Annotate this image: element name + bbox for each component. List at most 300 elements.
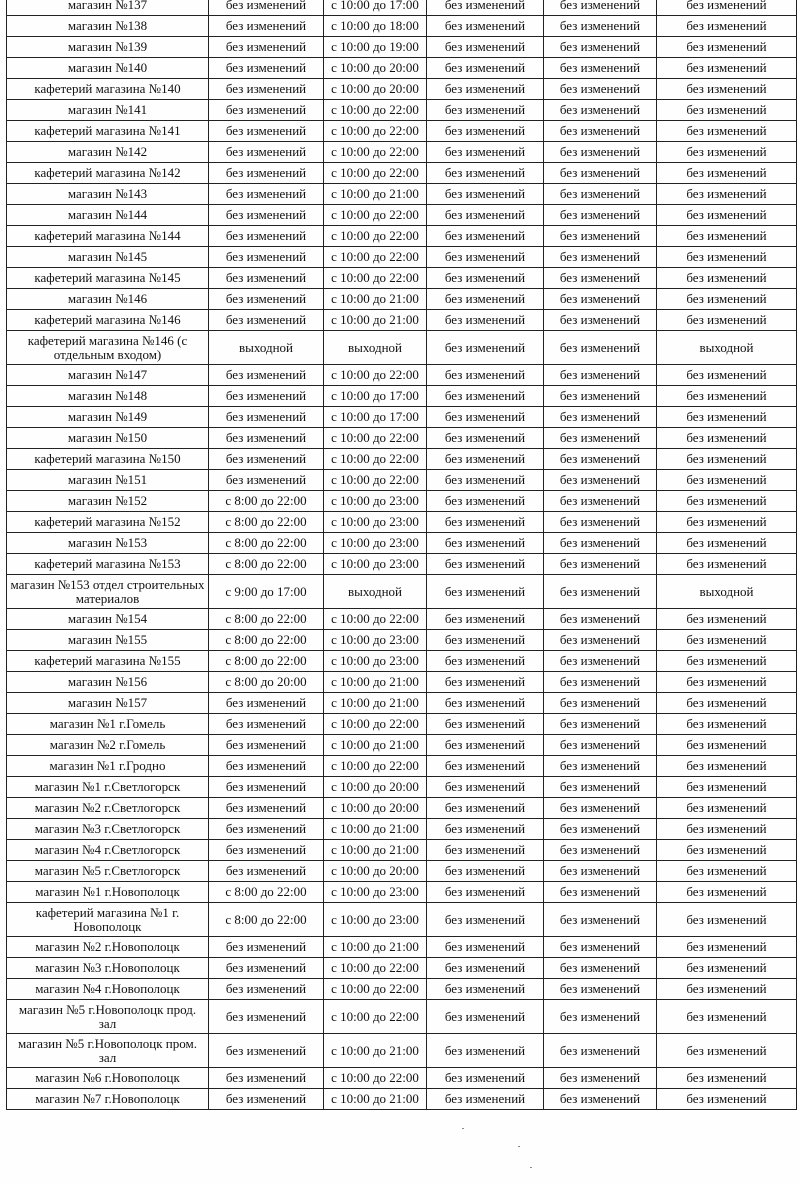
store-name-cell: магазин №144 xyxy=(7,205,209,226)
hours-cell: без изменений xyxy=(544,756,657,777)
hours-cell: без изменений xyxy=(657,470,797,491)
hours-cell: без изменений xyxy=(209,365,324,386)
hours-cell: без изменений xyxy=(427,882,544,903)
hours-cell: без изменений xyxy=(427,714,544,735)
store-name-cell: кафетерий магазина №153 xyxy=(7,554,209,575)
table-row xyxy=(7,554,797,575)
hours-cell: без изменений xyxy=(427,840,544,861)
hours-cell: с 10:00 до 22:00 xyxy=(324,979,427,1000)
hours-cell: без изменений xyxy=(209,184,324,205)
hours-cell: без изменений xyxy=(427,163,544,184)
hours-cell: без изменений xyxy=(427,609,544,630)
store-name-cell: магазин №151 xyxy=(7,470,209,491)
hours-cell: с 8:00 до 22:00 xyxy=(209,630,324,651)
hours-cell: без изменений xyxy=(427,672,544,693)
hours-cell: без изменений xyxy=(544,672,657,693)
hours-cell: без изменений xyxy=(657,142,797,163)
hours-cell: с 10:00 до 20:00 xyxy=(324,861,427,882)
hours-cell: с 10:00 до 22:00 xyxy=(324,226,427,247)
hours-cell: без изменений xyxy=(427,310,544,331)
store-name-cell: магазин №141 xyxy=(7,100,209,121)
hours-cell: без изменений xyxy=(544,58,657,79)
table-row xyxy=(7,79,797,100)
table-row xyxy=(7,1089,797,1110)
hours-cell: без изменений xyxy=(209,0,324,16)
store-name-cell: магазин №149 xyxy=(7,407,209,428)
hours-cell: без изменений xyxy=(427,1068,544,1089)
hours-cell: с 10:00 до 21:00 xyxy=(324,937,427,958)
store-name-cell: магазин №148 xyxy=(7,386,209,407)
hours-cell: выходной xyxy=(657,575,797,609)
hours-cell: без изменений xyxy=(657,672,797,693)
table-row xyxy=(7,16,797,37)
store-name-cell: магазин №2 г.Гомель xyxy=(7,735,209,756)
store-name-cell: магазин №139 xyxy=(7,37,209,58)
store-name-cell: магазин №4 г.Новополоцк xyxy=(7,979,209,1000)
table-row xyxy=(7,100,797,121)
hours-cell: с 10:00 до 23:00 xyxy=(324,512,427,533)
hours-cell: без изменений xyxy=(427,58,544,79)
hours-cell: без изменений xyxy=(544,205,657,226)
hours-cell: без изменений xyxy=(209,100,324,121)
hours-cell: без изменений xyxy=(544,840,657,861)
hours-cell: без изменений xyxy=(427,0,544,16)
store-name-cell: кафетерий магазина №142 xyxy=(7,163,209,184)
store-name-cell: магазин №2 г.Новополоцк xyxy=(7,937,209,958)
table-row xyxy=(7,756,797,777)
table-row xyxy=(7,407,797,428)
hours-cell: без изменений xyxy=(657,16,797,37)
scan-speck xyxy=(530,1167,532,1168)
hours-cell: без изменений xyxy=(209,386,324,407)
hours-cell: без изменений xyxy=(427,798,544,819)
table-row xyxy=(7,386,797,407)
hours-cell: без изменений xyxy=(427,819,544,840)
hours-cell: без изменений xyxy=(427,937,544,958)
hours-cell: без изменений xyxy=(209,142,324,163)
hours-cell: без изменений xyxy=(209,205,324,226)
table-row xyxy=(7,609,797,630)
hours-cell: без изменений xyxy=(427,289,544,310)
hours-cell: с 9:00 до 17:00 xyxy=(209,575,324,609)
hours-cell: без изменений xyxy=(209,840,324,861)
hours-cell: без изменений xyxy=(427,575,544,609)
hours-cell: без изменений xyxy=(657,1000,797,1034)
store-name-cell: кафетерий магазина №144 xyxy=(7,226,209,247)
hours-cell: с 10:00 до 21:00 xyxy=(324,1034,427,1068)
hours-cell: без изменений xyxy=(427,184,544,205)
table-row xyxy=(7,163,797,184)
store-name-cell: магазин №155 xyxy=(7,630,209,651)
table-row xyxy=(7,1034,797,1068)
hours-cell: с 8:00 до 22:00 xyxy=(209,554,324,575)
store-name-cell: кафетерий магазина №146 xyxy=(7,310,209,331)
store-name-cell: магазин №147 xyxy=(7,365,209,386)
hours-cell: без изменений xyxy=(657,714,797,735)
hours-cell: без изменений xyxy=(657,937,797,958)
hours-cell: без изменений xyxy=(657,205,797,226)
hours-cell: без изменений xyxy=(209,937,324,958)
hours-cell: без изменений xyxy=(544,798,657,819)
table-row xyxy=(7,310,797,331)
hours-cell: с 10:00 до 22:00 xyxy=(324,1000,427,1034)
hours-cell: без изменений xyxy=(427,470,544,491)
hours-cell: без изменений xyxy=(544,533,657,554)
hours-cell: без изменений xyxy=(544,142,657,163)
hours-cell: без изменений xyxy=(657,163,797,184)
store-name-cell: кафетерий магазина №145 xyxy=(7,268,209,289)
store-name-cell: магазин №5 г.Новополоцк прод. зал xyxy=(7,1000,209,1034)
table-row xyxy=(7,735,797,756)
hours-cell: без изменений xyxy=(657,289,797,310)
store-name-cell: магазин №153 xyxy=(7,533,209,554)
hours-cell: без изменений xyxy=(544,491,657,512)
hours-cell: без изменений xyxy=(544,407,657,428)
table-row xyxy=(7,798,797,819)
hours-cell: выходной xyxy=(324,331,427,365)
hours-cell: без изменений xyxy=(657,365,797,386)
hours-cell: без изменений xyxy=(209,1034,324,1068)
hours-cell: без изменений xyxy=(657,512,797,533)
hours-cell: без изменений xyxy=(544,979,657,1000)
table-row xyxy=(7,903,797,937)
hours-cell: без изменений xyxy=(209,16,324,37)
hours-cell: с 10:00 до 22:00 xyxy=(324,247,427,268)
hours-cell: с 8:00 до 22:00 xyxy=(209,651,324,672)
hours-cell: без изменений xyxy=(544,310,657,331)
hours-cell: без изменений xyxy=(427,16,544,37)
hours-cell: без изменений xyxy=(544,386,657,407)
hours-cell: без изменений xyxy=(427,651,544,672)
store-hours-table xyxy=(6,0,797,1110)
table-row xyxy=(7,142,797,163)
hours-cell: без изменений xyxy=(427,386,544,407)
hours-cell: с 10:00 до 21:00 xyxy=(324,289,427,310)
table-row xyxy=(7,289,797,310)
hours-cell: без изменений xyxy=(657,491,797,512)
hours-cell: без изменений xyxy=(657,777,797,798)
hours-cell: с 10:00 до 22:00 xyxy=(324,609,427,630)
hours-cell: без изменений xyxy=(657,958,797,979)
hours-cell: без изменений xyxy=(657,903,797,937)
hours-cell: без изменений xyxy=(209,121,324,142)
hours-cell: без изменений xyxy=(209,777,324,798)
hours-cell: без изменений xyxy=(427,407,544,428)
hours-cell: без изменений xyxy=(544,958,657,979)
hours-cell: без изменений xyxy=(657,247,797,268)
hours-cell: без изменений xyxy=(657,651,797,672)
hours-cell: без изменений xyxy=(657,1089,797,1110)
store-name-cell: кафетерий магазина №146 (с отдельным входом) xyxy=(7,331,209,365)
hours-cell: с 8:00 до 20:00 xyxy=(209,672,324,693)
table-row xyxy=(7,37,797,58)
hours-cell: без изменений xyxy=(427,491,544,512)
hours-cell: с 10:00 до 22:00 xyxy=(324,428,427,449)
hours-cell: без изменений xyxy=(657,310,797,331)
hours-cell: без изменений xyxy=(544,937,657,958)
store-hours-table-body xyxy=(7,0,797,1110)
hours-cell: без изменений xyxy=(209,310,324,331)
store-name-cell: кафетерий магазина №155 xyxy=(7,651,209,672)
store-name-cell: магазин №1 г.Гродно xyxy=(7,756,209,777)
hours-cell: с 10:00 до 22:00 xyxy=(324,268,427,289)
store-name-cell: магазин №154 xyxy=(7,609,209,630)
hours-cell: без изменений xyxy=(209,735,324,756)
store-name-cell: магазин №156 xyxy=(7,672,209,693)
hours-cell: без изменений xyxy=(657,798,797,819)
hours-cell: без изменений xyxy=(657,0,797,16)
hours-cell: без изменений xyxy=(544,470,657,491)
hours-cell: без изменений xyxy=(544,554,657,575)
hours-cell: с 10:00 до 22:00 xyxy=(324,958,427,979)
table-row xyxy=(7,512,797,533)
hours-cell: с 8:00 до 22:00 xyxy=(209,903,324,937)
hours-cell: без изменений xyxy=(427,777,544,798)
hours-cell: без изменений xyxy=(657,449,797,470)
hours-cell: без изменений xyxy=(209,289,324,310)
hours-cell: без изменений xyxy=(427,205,544,226)
hours-cell: без изменений xyxy=(657,735,797,756)
table-row xyxy=(7,205,797,226)
hours-cell: с 10:00 до 23:00 xyxy=(324,630,427,651)
hours-cell: без изменений xyxy=(209,819,324,840)
hours-cell: с 10:00 до 23:00 xyxy=(324,533,427,554)
store-name-cell: кафетерий магазина №150 xyxy=(7,449,209,470)
store-name-cell: магазин №140 xyxy=(7,58,209,79)
hours-cell: без изменений xyxy=(544,1068,657,1089)
table-row xyxy=(7,575,797,609)
hours-cell: с 10:00 до 22:00 xyxy=(324,163,427,184)
hours-cell: без изменений xyxy=(657,226,797,247)
store-name-cell: магазин №3 г.Новополоцк xyxy=(7,958,209,979)
hours-cell: без изменений xyxy=(209,1089,324,1110)
hours-cell: без изменений xyxy=(544,268,657,289)
hours-cell: без изменений xyxy=(427,1000,544,1034)
hours-cell: без изменений xyxy=(427,979,544,1000)
hours-cell: с 10:00 до 22:00 xyxy=(324,714,427,735)
hours-cell: без изменений xyxy=(544,16,657,37)
hours-cell: с 10:00 до 21:00 xyxy=(324,735,427,756)
table-row xyxy=(7,365,797,386)
hours-cell: без изменений xyxy=(427,630,544,651)
table-row xyxy=(7,428,797,449)
hours-cell: без изменений xyxy=(544,714,657,735)
hours-cell: без изменений xyxy=(544,365,657,386)
hours-cell: без изменений xyxy=(209,428,324,449)
store-name-cell: магазин №4 г.Светлогорск xyxy=(7,840,209,861)
hours-cell: без изменений xyxy=(544,37,657,58)
store-name-cell: магазин №1 г.Светлогорск xyxy=(7,777,209,798)
hours-cell: без изменений xyxy=(544,882,657,903)
hours-cell: без изменений xyxy=(209,798,324,819)
store-name-cell: магазин №7 г.Новополоцк xyxy=(7,1089,209,1110)
hours-cell: без изменений xyxy=(657,407,797,428)
scan-speck xyxy=(518,1146,520,1147)
hours-cell: без изменений xyxy=(209,37,324,58)
table-row xyxy=(7,840,797,861)
hours-cell: с 10:00 до 19:00 xyxy=(324,37,427,58)
store-name-cell: магазин №6 г.Новополоцк xyxy=(7,1068,209,1089)
hours-cell: без изменений xyxy=(544,428,657,449)
hours-cell: без изменений xyxy=(657,58,797,79)
hours-cell: с 10:00 до 23:00 xyxy=(324,651,427,672)
hours-cell: выходной xyxy=(657,331,797,365)
hours-cell: без изменений xyxy=(544,512,657,533)
table-row xyxy=(7,491,797,512)
hours-cell: без изменений xyxy=(544,651,657,672)
hours-cell: с 10:00 до 22:00 xyxy=(324,121,427,142)
hours-cell: без изменений xyxy=(657,819,797,840)
hours-cell: без изменений xyxy=(544,630,657,651)
table-row xyxy=(7,184,797,205)
hours-cell: с 10:00 до 21:00 xyxy=(324,310,427,331)
table-row xyxy=(7,226,797,247)
hours-cell: без изменений xyxy=(209,958,324,979)
hours-cell: без изменений xyxy=(544,1034,657,1068)
hours-cell: без изменений xyxy=(209,268,324,289)
hours-cell: без изменений xyxy=(209,1068,324,1089)
store-name-cell: магазин №2 г.Светлогорск xyxy=(7,798,209,819)
table-row xyxy=(7,958,797,979)
hours-cell: без изменений xyxy=(657,554,797,575)
hours-cell: с 10:00 до 17:00 xyxy=(324,0,427,16)
hours-cell: без изменений xyxy=(657,79,797,100)
table-row xyxy=(7,247,797,268)
hours-cell: без изменений xyxy=(544,693,657,714)
store-name-cell: магазин №143 xyxy=(7,184,209,205)
hours-cell: без изменений xyxy=(657,100,797,121)
hours-cell: без изменений xyxy=(544,184,657,205)
hours-cell: без изменений xyxy=(657,268,797,289)
table-row xyxy=(7,121,797,142)
hours-cell: с 10:00 до 22:00 xyxy=(324,100,427,121)
hours-cell: без изменений xyxy=(209,58,324,79)
table-row xyxy=(7,777,797,798)
hours-cell: с 10:00 до 20:00 xyxy=(324,798,427,819)
hours-cell: без изменений xyxy=(427,37,544,58)
table-row xyxy=(7,58,797,79)
hours-cell: с 8:00 до 22:00 xyxy=(209,533,324,554)
hours-cell: без изменений xyxy=(209,470,324,491)
hours-cell: с 10:00 до 21:00 xyxy=(324,184,427,205)
hours-cell: с 10:00 до 22:00 xyxy=(324,470,427,491)
table-row xyxy=(7,651,797,672)
hours-cell: без изменений xyxy=(427,247,544,268)
hours-cell: без изменений xyxy=(427,693,544,714)
table-row xyxy=(7,714,797,735)
hours-cell: с 10:00 до 22:00 xyxy=(324,756,427,777)
hours-cell: без изменений xyxy=(544,79,657,100)
hours-cell: с 8:00 до 22:00 xyxy=(209,609,324,630)
table-row xyxy=(7,331,797,365)
hours-cell: без изменений xyxy=(427,428,544,449)
table-row xyxy=(7,937,797,958)
store-name-cell: магазин №5 г.Светлогорск xyxy=(7,861,209,882)
hours-cell: без изменений xyxy=(657,861,797,882)
hours-cell: без изменений xyxy=(657,693,797,714)
hours-cell: без изменений xyxy=(427,226,544,247)
hours-cell: без изменений xyxy=(209,226,324,247)
hours-cell: с 8:00 до 22:00 xyxy=(209,491,324,512)
hours-cell: без изменений xyxy=(544,247,657,268)
hours-cell: без изменений xyxy=(209,693,324,714)
hours-cell: без изменений xyxy=(544,0,657,16)
store-name-cell: кафетерий магазина №141 xyxy=(7,121,209,142)
hours-cell: с 10:00 до 23:00 xyxy=(324,554,427,575)
store-name-cell: магазин №137 xyxy=(7,0,209,16)
hours-cell: без изменений xyxy=(427,1089,544,1110)
hours-cell: без изменений xyxy=(657,609,797,630)
table-row xyxy=(7,861,797,882)
hours-cell: без изменений xyxy=(544,289,657,310)
hours-cell: без изменений xyxy=(544,861,657,882)
hours-cell: без изменений xyxy=(427,365,544,386)
table-row xyxy=(7,1000,797,1034)
scan-speck xyxy=(462,1128,464,1129)
hours-cell: с 10:00 до 21:00 xyxy=(324,672,427,693)
store-name-cell: магазин №146 xyxy=(7,289,209,310)
hours-cell: без изменений xyxy=(427,861,544,882)
store-name-cell: магазин №5 г.Новополоцк пром. зал xyxy=(7,1034,209,1068)
hours-cell: с 10:00 до 22:00 xyxy=(324,205,427,226)
table-row xyxy=(7,449,797,470)
store-name-cell: магазин №3 г.Светлогорск xyxy=(7,819,209,840)
table-row xyxy=(7,979,797,1000)
hours-cell: без изменений xyxy=(427,533,544,554)
store-name-cell: кафетерий магазина №1 г. Новополоцк xyxy=(7,903,209,937)
hours-cell: без изменений xyxy=(427,1034,544,1068)
hours-cell: без изменений xyxy=(657,630,797,651)
hours-cell: без изменений xyxy=(657,386,797,407)
hours-cell: без изменений xyxy=(544,121,657,142)
hours-cell: с 10:00 до 23:00 xyxy=(324,903,427,937)
store-name-cell: магазин №138 xyxy=(7,16,209,37)
hours-cell: без изменений xyxy=(427,100,544,121)
hours-cell: с 10:00 до 21:00 xyxy=(324,840,427,861)
hours-cell: без изменений xyxy=(427,554,544,575)
table-row xyxy=(7,882,797,903)
hours-cell: с 10:00 до 22:00 xyxy=(324,1068,427,1089)
hours-cell: с 10:00 до 23:00 xyxy=(324,491,427,512)
hours-cell: с 8:00 до 22:00 xyxy=(209,512,324,533)
hours-cell: с 10:00 до 17:00 xyxy=(324,407,427,428)
hours-cell: с 8:00 до 22:00 xyxy=(209,882,324,903)
hours-cell: без изменений xyxy=(427,268,544,289)
hours-cell: без изменений xyxy=(544,575,657,609)
hours-cell: с 10:00 до 22:00 xyxy=(324,449,427,470)
hours-cell: без изменений xyxy=(209,756,324,777)
hours-cell: без изменений xyxy=(544,735,657,756)
hours-cell: без изменений xyxy=(209,1000,324,1034)
store-name-cell: магазин №145 xyxy=(7,247,209,268)
store-name-cell: кафетерий магазина №140 xyxy=(7,79,209,100)
table-row xyxy=(7,533,797,554)
hours-cell: без изменений xyxy=(427,331,544,365)
hours-cell: без изменений xyxy=(544,819,657,840)
hours-cell: без изменений xyxy=(427,958,544,979)
table-row xyxy=(7,630,797,651)
hours-cell: без изменений xyxy=(657,428,797,449)
hours-cell: без изменений xyxy=(427,142,544,163)
hours-cell: без изменений xyxy=(544,609,657,630)
hours-cell: без изменений xyxy=(209,79,324,100)
hours-cell: без изменений xyxy=(544,331,657,365)
hours-cell: с 10:00 до 18:00 xyxy=(324,16,427,37)
hours-cell: без изменений xyxy=(427,903,544,937)
hours-cell: без изменений xyxy=(657,1068,797,1089)
hours-cell: без изменений xyxy=(427,449,544,470)
hours-cell: с 10:00 до 20:00 xyxy=(324,777,427,798)
